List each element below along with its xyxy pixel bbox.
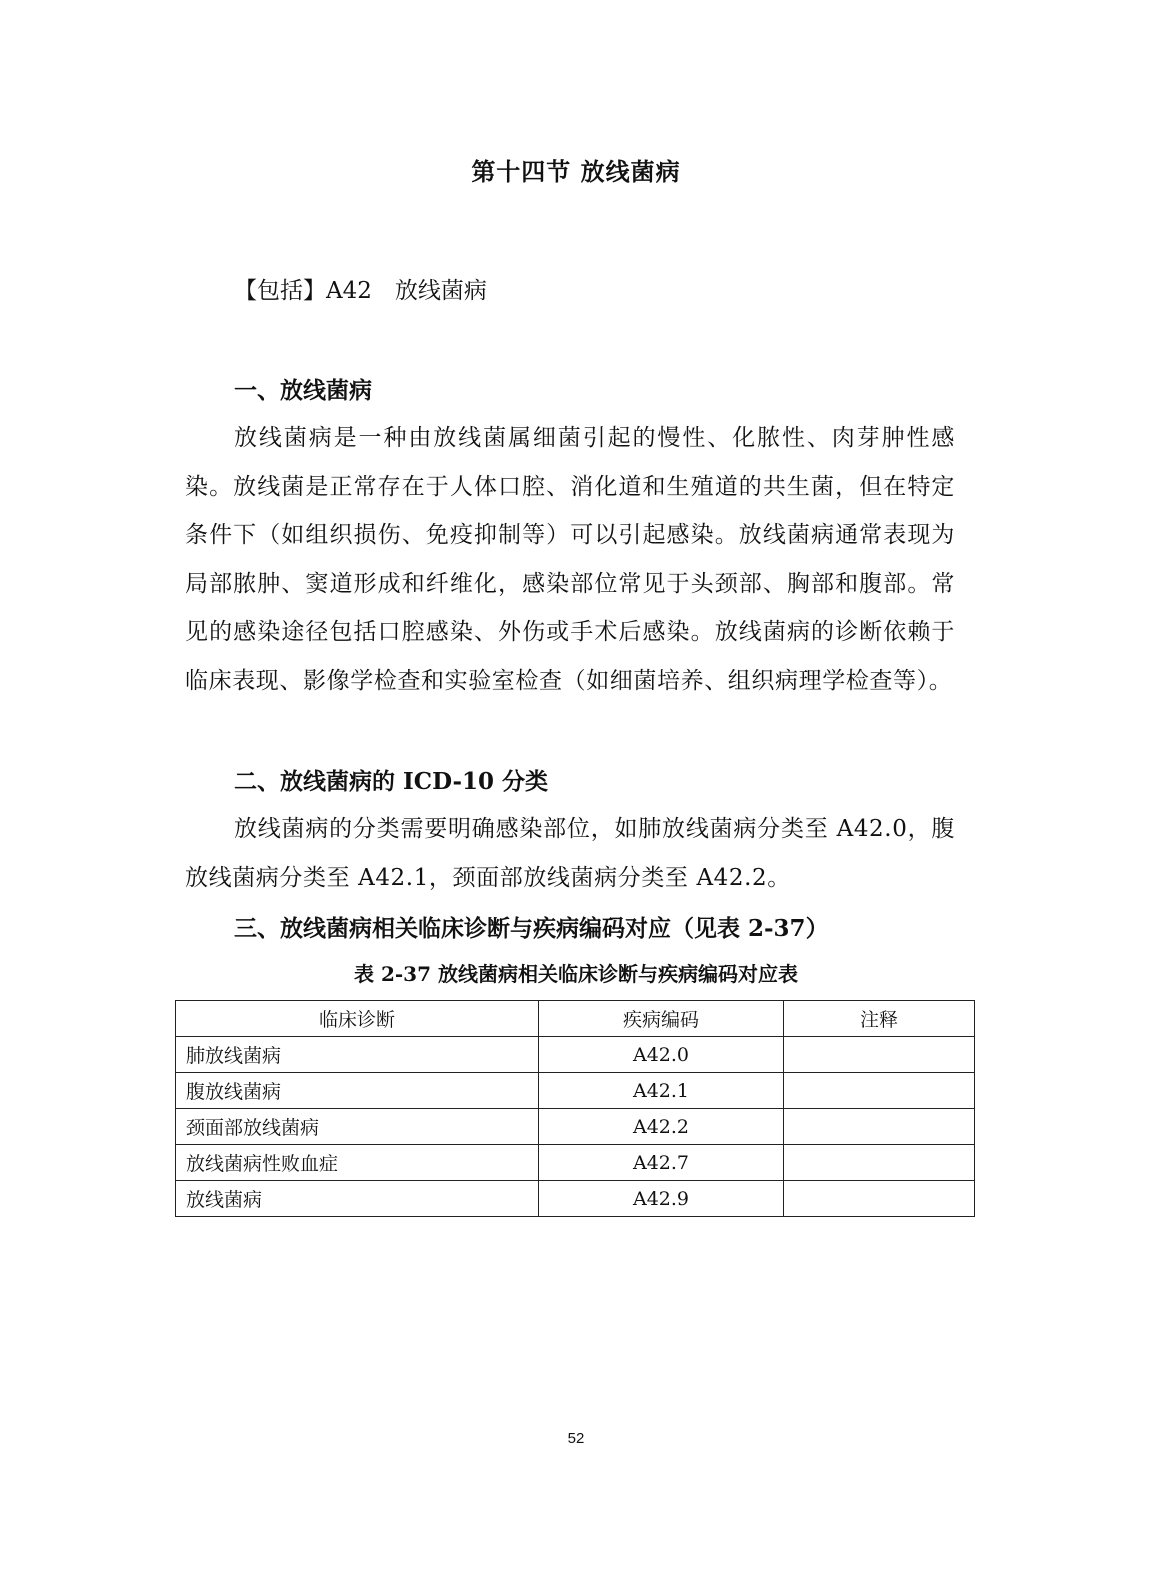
heading-icd-classification: 二、放线菌病的 ICD-10 分类 <box>234 768 549 795</box>
header-code: 疾病编码 <box>539 1001 784 1037</box>
paragraph-overview: 放线菌病是一种由放线菌属细菌引起的慢性、化脓性、肉芽肿性感染。放线菌是正常存在于人体口腔、消化道和生殖道的共生菌，但在特定条件下（如组织损伤、免疫抑制等）可以引起感染。放线菌病通常表现为局部脓肿、窦道形成和纤维化，感染部位常见于头颈部、胸部和腹部。常见的感染途径包括口腔感染、外伤或手术后感染。放线菌病的诊断依赖于临床表现、影像学检查和实验室检查（如细菌培养、组织病理学检查等）。 <box>185 425 955 694</box>
table-row <box>176 1073 975 1109</box>
heading-code-mapping: 三、放线菌病相关临床诊断与疾病编码对应（见表 2-37） <box>234 915 829 942</box>
includes-line: 【包括】A42 放线菌病 <box>234 278 487 304</box>
cell-diagnosis: 颈面部放线菌病 <box>176 1109 539 1145</box>
header-diagnosis: 临床诊断 <box>176 1001 539 1037</box>
table-row <box>176 1109 975 1145</box>
header-note: 注释 <box>784 1001 975 1037</box>
cell-note <box>784 1037 975 1073</box>
table-row <box>176 1145 975 1181</box>
cell-diagnosis: 肺放线菌病 <box>176 1037 539 1073</box>
page-number: 52 <box>567 1430 585 1447</box>
cell-note <box>784 1181 975 1217</box>
diagnosis-code-table <box>175 1000 975 1217</box>
cell-code: A42.0 <box>539 1037 784 1073</box>
cell-code: A42.7 <box>539 1145 784 1181</box>
cell-diagnosis: 放线菌病 <box>176 1181 539 1217</box>
cell-note <box>784 1145 975 1181</box>
cell-diagnosis: 腹放线菌病 <box>176 1073 539 1109</box>
table-header-row <box>176 1001 975 1037</box>
table-row <box>176 1037 975 1073</box>
paragraph-icd-classification: 放线菌病的分类需要明确感染部位，如肺放线菌病分类至 A42.0，腹放线菌病分类至 A42.1，颈面部放线菌病分类至 A42.2。 <box>185 816 955 891</box>
heading-overview: 一、放线菌病 <box>234 377 372 404</box>
cell-code: A42.1 <box>539 1073 784 1109</box>
cell-code: A42.2 <box>539 1109 784 1145</box>
table-row <box>176 1181 975 1217</box>
cell-note <box>784 1073 975 1109</box>
cell-note <box>784 1109 975 1145</box>
cell-code: A42.9 <box>539 1181 784 1217</box>
section-title: 第十四节 放线菌病 <box>471 157 681 186</box>
cell-diagnosis: 放线菌病性败血症 <box>176 1145 539 1181</box>
table-caption: 表 2-37 放线菌病相关临床诊断与疾病编码对应表 <box>354 962 798 986</box>
